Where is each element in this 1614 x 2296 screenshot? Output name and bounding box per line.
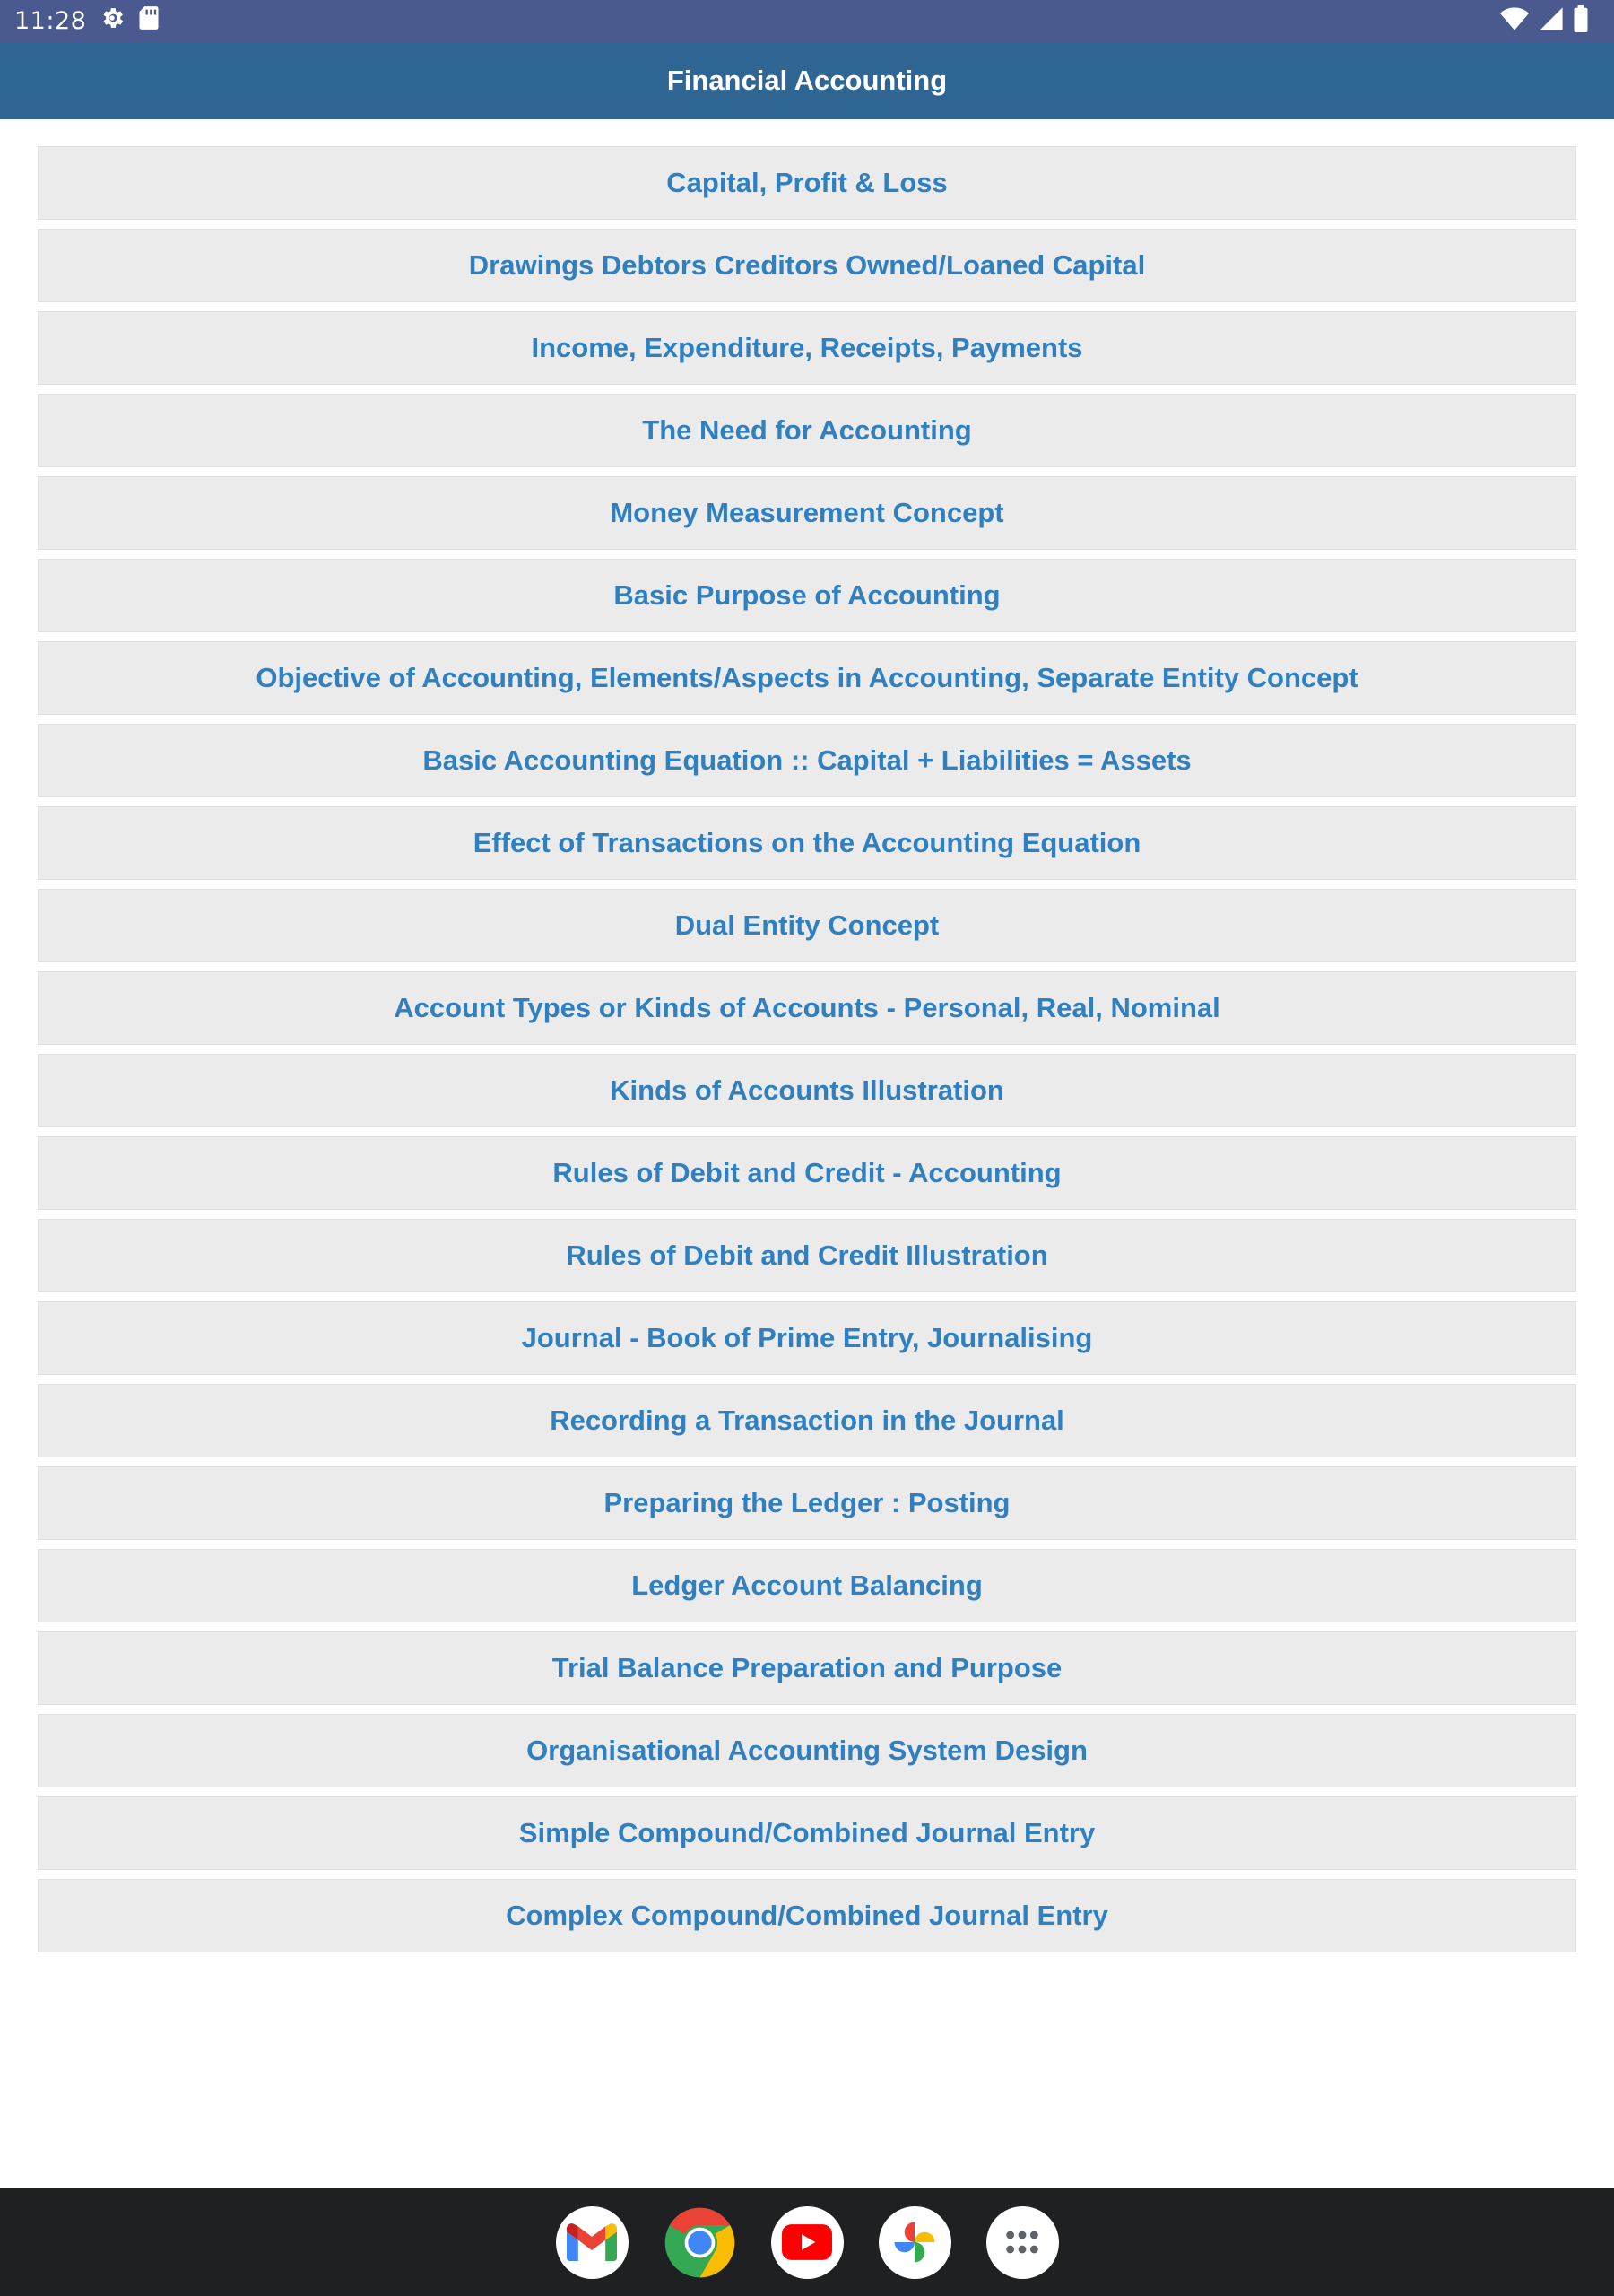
app-drawer-icon[interactable] <box>986 2206 1059 2279</box>
topic-item[interactable] <box>38 1301 1576 1375</box>
topic-label: Basic Purpose of Accounting <box>613 579 1001 611</box>
topic-label: Simple Compound/Combined Journal Entry <box>518 1817 1096 1848</box>
status-left <box>14 4 160 38</box>
topic-label: Basic Accounting Equation :: Capital + Liabilities = Assets <box>422 744 1192 776</box>
youtube-icon[interactable] <box>771 2206 844 2279</box>
topic-label: Preparing the Ledger : Posting <box>603 1487 1011 1518</box>
status-bar <box>0 0 1614 42</box>
topic-item[interactable] <box>38 1714 1576 1787</box>
topic-item[interactable] <box>38 311 1576 385</box>
topic-item[interactable] <box>38 1054 1576 1127</box>
app-bar <box>0 42 1614 119</box>
gmail-icon[interactable] <box>556 2206 629 2279</box>
topic-label: Account Types or Kinds of Accounts - Personal, Real, Nominal <box>394 992 1220 1023</box>
topic-item[interactable] <box>38 559 1576 632</box>
topic-item[interactable] <box>38 971 1576 1045</box>
topic-item[interactable] <box>38 1796 1576 1870</box>
topic-item[interactable] <box>38 806 1576 880</box>
topic-label: Complex Compound/Combined Journal Entry <box>506 1900 1108 1931</box>
topic-item[interactable] <box>38 1879 1576 1952</box>
topic-item[interactable] <box>38 476 1576 550</box>
taskbar <box>0 2188 1614 2296</box>
topic-label: Capital, Profit & Loss <box>666 167 948 198</box>
topic-item[interactable] <box>38 1466 1576 1540</box>
topic-item[interactable] <box>38 1219 1576 1292</box>
settings-gear-icon <box>99 4 126 38</box>
battery-icon <box>1573 5 1589 37</box>
topic-label: Dual Entity Concept <box>674 909 940 941</box>
topic-label: Money Measurement Concept <box>610 497 1004 528</box>
topic-label: Rules of Debit and Credit Illustration <box>566 1239 1048 1271</box>
topic-label: Recording a Transaction in the Journal <box>550 1405 1064 1436</box>
topic-item[interactable] <box>38 1631 1576 1705</box>
topic-item[interactable] <box>38 229 1576 302</box>
topic-label: Drawings Debtors Creditors Owned/Loaned Capital <box>468 249 1146 281</box>
topic-label: Organisational Accounting System Design <box>526 1735 1088 1766</box>
topic-item[interactable] <box>38 146 1576 220</box>
photos-icon[interactable] <box>879 2206 951 2279</box>
topic-label: The Need for Accounting <box>642 414 972 446</box>
topic-item[interactable] <box>38 394 1576 467</box>
topic-label: Income, Expenditure, Receipts, Payments <box>531 332 1083 363</box>
topic-label: Rules of Debit and Credit - Accounting <box>552 1157 1062 1188</box>
topic-label: Kinds of Accounts Illustration <box>610 1074 1004 1106</box>
topic-label: Effect of Transactions on the Accounting Equation <box>473 827 1141 858</box>
status-right <box>1499 5 1589 37</box>
topic-label: Objective of Accounting, Elements/Aspects in Accounting, Separate Entity Concept <box>256 662 1358 693</box>
topic-item[interactable] <box>38 724 1576 797</box>
topic-label: Journal - Book of Prime Entry, Journalising <box>521 1322 1093 1353</box>
topic-list <box>38 146 1576 1952</box>
chrome-icon[interactable] <box>664 2206 736 2279</box>
topic-item[interactable] <box>38 1549 1576 1622</box>
app-title: Financial Accounting <box>666 65 948 96</box>
topic-label: Trial Balance Preparation and Purpose <box>551 1652 1063 1683</box>
topic-item[interactable] <box>38 889 1576 962</box>
sd-card-icon <box>138 5 160 37</box>
topic-item[interactable] <box>38 641 1576 715</box>
cell-signal-icon <box>1539 6 1564 36</box>
topic-item[interactable] <box>38 1384 1576 1457</box>
status-time: 11:28 <box>14 7 87 35</box>
topic-label: Ledger Account Balancing <box>631 1570 983 1601</box>
topic-item[interactable] <box>38 1136 1576 1210</box>
wifi-icon <box>1499 6 1530 36</box>
